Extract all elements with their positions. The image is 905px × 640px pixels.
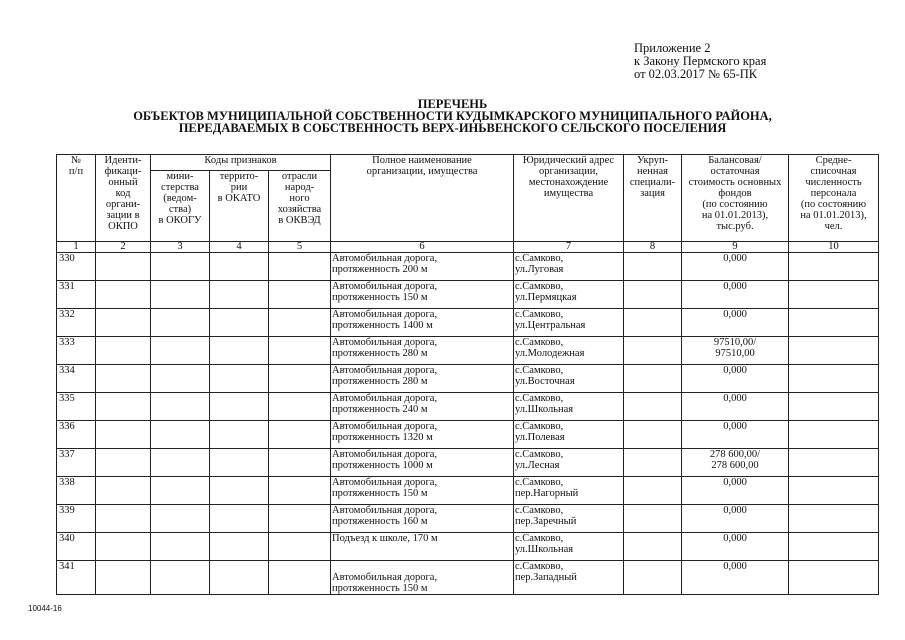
address-cell (514, 393, 624, 421)
table-row (57, 393, 879, 421)
object-name-cell (331, 477, 514, 505)
property-table (56, 154, 879, 595)
empty-cell (624, 309, 682, 337)
empty-cell (96, 533, 151, 561)
column-number: 8 (624, 242, 682, 253)
empty-cell (789, 421, 879, 449)
empty-cell (269, 477, 331, 505)
object-name-cell (331, 393, 514, 421)
address-line: ул.Полевая (515, 432, 565, 443)
title-line: ПЕРЕЧЕНЬ (417, 97, 488, 111)
empty-cell (789, 365, 879, 393)
empty-cell (96, 281, 151, 309)
object-name-line: протяженность 200 м (332, 264, 428, 275)
balance-value-line: 0,000 (723, 281, 747, 292)
address-line: ул.Центральная (515, 320, 586, 331)
table-row (57, 309, 879, 337)
object-name-line: Автомобильная дорога, (332, 572, 438, 583)
empty-cell (210, 421, 269, 449)
empty-cell (151, 477, 210, 505)
object-name-line: протяженность 160 м (332, 516, 428, 527)
empty-cell (624, 505, 682, 533)
object-name-line: протяженность 1320 м (332, 432, 433, 443)
empty-cell (210, 309, 269, 337)
footer-code: 10044-16 (28, 604, 62, 613)
balance-value-line: 0,000 (723, 561, 747, 572)
empty-cell (624, 365, 682, 393)
row-number-cell: 335 (57, 393, 96, 421)
empty-cell (624, 477, 682, 505)
empty-cell (269, 393, 331, 421)
object-name-cell (331, 421, 514, 449)
empty-cell (96, 421, 151, 449)
object-name-cell (331, 533, 514, 561)
object-name-line: Автомобильная дорога, (332, 393, 438, 404)
address-line: пер.Заречный (515, 516, 577, 527)
balance-value-line: 0,000 (723, 365, 747, 376)
row-number-cell: 338 (57, 477, 96, 505)
empty-cell (789, 505, 879, 533)
header-name: Полное наименование организации, имущества (331, 155, 514, 242)
table-row (57, 337, 879, 365)
address-line: ул.Пермяцкая (515, 292, 577, 303)
column-number: 10 (789, 242, 879, 253)
address-line: ул.Школьная (515, 404, 574, 415)
empty-cell (151, 309, 210, 337)
address-cell (514, 253, 624, 281)
empty-cell (269, 561, 331, 595)
balance-value-line: 97510,00/ (713, 337, 757, 348)
empty-cell (210, 393, 269, 421)
balance-value-cell (682, 365, 789, 393)
table-row (57, 281, 879, 309)
appendix-line: от 02.03.2017 № 65-ПК (634, 67, 758, 81)
address-line: ул.Лесная (515, 460, 560, 471)
appendix-reference (634, 42, 766, 81)
object-name-cell (331, 505, 514, 533)
address-line: с.Самково, (515, 449, 564, 460)
address-line: с.Самково, (515, 421, 564, 432)
column-number: 6 (331, 242, 514, 253)
header-address: Юридический адрес организации, местонахождение имущества (514, 155, 624, 242)
empty-cell (151, 533, 210, 561)
row-number-cell: 331 (57, 281, 96, 309)
balance-value-line: 0,000 (723, 253, 747, 264)
empty-cell (151, 449, 210, 477)
empty-cell (789, 253, 879, 281)
empty-cell (96, 253, 151, 281)
empty-cell (151, 337, 210, 365)
address-cell (514, 505, 624, 533)
object-name-line: протяженность 150 м (332, 488, 428, 499)
header-okogu: мини- стерства (ведом- ства) в ОКОГУ (151, 171, 210, 242)
balance-value-cell (682, 561, 789, 595)
empty-cell (151, 505, 210, 533)
empty-cell (789, 449, 879, 477)
table-row (57, 477, 879, 505)
object-name-cell (331, 309, 514, 337)
empty-cell (96, 393, 151, 421)
object-name-line: Автомобильная дорога, (332, 365, 438, 376)
table-row (57, 365, 879, 393)
object-name-line: Автомобильная дорога, (332, 449, 438, 460)
balance-value-cell (682, 449, 789, 477)
address-line: с.Самково, (515, 393, 564, 404)
empty-cell (96, 309, 151, 337)
address-cell (514, 365, 624, 393)
object-name-line: Подъезд к школе, 170 м (332, 533, 438, 544)
balance-value-line: 97510,00 (715, 348, 755, 359)
object-name-line: протяженность 240 м (332, 404, 428, 415)
address-line: ул.Школьная (515, 544, 574, 555)
balance-value-line: 0,000 (723, 421, 747, 432)
object-name-cell (331, 365, 514, 393)
object-name-line: протяженность 1400 м (332, 320, 433, 331)
row-number-cell: 334 (57, 365, 96, 393)
row-number-cell: 339 (57, 505, 96, 533)
balance-value-cell (682, 505, 789, 533)
balance-value-cell (682, 421, 789, 449)
empty-cell (210, 505, 269, 533)
header-okato: террито- рии в ОКАТО (210, 171, 269, 242)
address-cell (514, 561, 624, 595)
balance-value-line: 0,000 (723, 393, 747, 404)
empty-cell (269, 421, 331, 449)
empty-cell (269, 253, 331, 281)
empty-cell (210, 561, 269, 595)
table-row (57, 421, 879, 449)
empty-cell (624, 253, 682, 281)
header-balance: Балансовая/ остаточная стоимость основных фондов (по состоянию на 01.01.2013), тыс.руб. (682, 155, 789, 242)
address-line: с.Самково, (515, 337, 564, 348)
empty-cell (151, 281, 210, 309)
object-name-line: протяженность 1000 м (332, 460, 433, 471)
appendix-line: к Закону Пермского края (634, 54, 767, 68)
empty-cell (210, 365, 269, 393)
object-name-line: протяженность 280 м (332, 376, 428, 387)
object-name-line: Автомобильная дорога, (332, 505, 438, 516)
empty-cell (96, 477, 151, 505)
empty-cell (210, 337, 269, 365)
row-number-cell: 336 (57, 421, 96, 449)
object-name-line: Автомобильная дорога, (332, 253, 438, 264)
balance-value-line: 0,000 (723, 477, 747, 488)
address-cell (514, 477, 624, 505)
empty-cell (210, 533, 269, 561)
empty-cell (269, 533, 331, 561)
address-line: с.Самково, (515, 365, 564, 376)
address-line: с.Самково, (515, 281, 564, 292)
empty-cell (789, 533, 879, 561)
balance-value-line: 0,000 (723, 505, 747, 516)
row-number-cell: 333 (57, 337, 96, 365)
balance-value-cell (682, 281, 789, 309)
table-row (57, 561, 879, 595)
object-name-line: Автомобильная дорога, (332, 421, 438, 432)
empty-cell (269, 449, 331, 477)
empty-cell (96, 505, 151, 533)
empty-cell (96, 449, 151, 477)
empty-cell (789, 393, 879, 421)
empty-cell (624, 281, 682, 309)
object-name-cell (331, 337, 514, 365)
empty-cell (210, 449, 269, 477)
empty-cell (624, 393, 682, 421)
address-cell (514, 449, 624, 477)
address-cell (514, 533, 624, 561)
empty-cell (789, 477, 879, 505)
empty-cell (789, 337, 879, 365)
object-name-cell (331, 561, 514, 595)
table-row (57, 253, 879, 281)
address-cell (514, 281, 624, 309)
header-staff: Средне- списочная численность персонала (по состоянию на 01.01.2013), чел. (789, 155, 879, 242)
address-cell (514, 309, 624, 337)
empty-cell (269, 337, 331, 365)
header-specialization: Укруп- ненная специали- зация (624, 155, 682, 242)
object-name-line: протяженность 150 м (332, 583, 428, 594)
empty-cell (269, 281, 331, 309)
header-codes-group: Коды признаков (151, 155, 331, 171)
empty-cell (624, 337, 682, 365)
header-num: № п/п (57, 155, 96, 242)
object-name-line: Автомобильная дорога, (332, 337, 438, 348)
balance-value-cell (682, 309, 789, 337)
address-line: с.Самково, (515, 477, 564, 488)
empty-cell (96, 337, 151, 365)
title-line: ОБЪЕКТОВ МУНИЦИПАЛЬНОЙ СОБСТВЕННОСТИ КУДЫМКАРСКОГО МУНИЦИПАЛЬНОГО РАЙОНА, (133, 109, 772, 123)
empty-cell (269, 365, 331, 393)
empty-cell (210, 477, 269, 505)
empty-cell (789, 281, 879, 309)
empty-cell (96, 561, 151, 595)
header-okpo: Иденти- фикаци- онный код органи- зации в ОКПО (96, 155, 151, 242)
column-number: 5 (269, 242, 331, 253)
object-name-line: Автомобильная дорога, (332, 281, 438, 292)
balance-value-cell (682, 253, 789, 281)
address-line: с.Самково, (515, 309, 564, 320)
column-number: 4 (210, 242, 269, 253)
title-line: ПЕРЕДАВАЕМЫХ В СОБСТВЕННОСТЬ ВЕРХ-ИНЬВЕНСКОГО СЕЛЬСКОГО ПОСЕЛЕНИЯ (178, 121, 727, 135)
balance-value-cell (682, 477, 789, 505)
appendix-line: Приложение 2 (634, 41, 711, 55)
object-name-cell (331, 449, 514, 477)
table-row (57, 505, 879, 533)
table-row (57, 449, 879, 477)
empty-cell (151, 365, 210, 393)
address-line: ул.Луговая (515, 264, 564, 275)
balance-value-line: 278 600,00 (711, 460, 759, 471)
object-name-line: Автомобильная дорога, (332, 477, 438, 488)
row-number-cell: 332 (57, 309, 96, 337)
column-number: 1 (57, 242, 96, 253)
empty-cell (789, 561, 879, 595)
empty-cell (210, 253, 269, 281)
column-number: 2 (96, 242, 151, 253)
document-title (0, 98, 905, 134)
balance-value-cell (682, 533, 789, 561)
empty-cell (269, 309, 331, 337)
empty-cell (624, 561, 682, 595)
address-line: ул.Молодежная (515, 348, 585, 359)
row-number-cell: 337 (57, 449, 96, 477)
column-number: 7 (514, 242, 624, 253)
object-name-line: Автомобильная дорога, (332, 309, 438, 320)
column-number: 3 (151, 242, 210, 253)
address-line: пер.Западный (515, 572, 577, 583)
column-number: 9 (682, 242, 789, 253)
column-number-row (57, 242, 879, 253)
object-name-cell (331, 281, 514, 309)
address-line: с.Самково, (515, 253, 564, 264)
balance-value-line: 0,000 (723, 533, 747, 544)
address-line: пер.Нагорный (515, 488, 579, 499)
balance-value-line: 278 600,00/ (709, 449, 761, 460)
address-cell (514, 337, 624, 365)
balance-value-cell (682, 393, 789, 421)
object-name-cell (331, 253, 514, 281)
balance-value-line: 0,000 (723, 309, 747, 320)
address-cell (514, 421, 624, 449)
address-line: ул.Восточная (515, 376, 575, 387)
address-line: с.Самково, (515, 533, 564, 544)
object-name-line: протяженность 280 м (332, 348, 428, 359)
row-number-cell: 340 (57, 533, 96, 561)
balance-value-cell (682, 337, 789, 365)
empty-cell (151, 561, 210, 595)
empty-cell (624, 449, 682, 477)
empty-cell (269, 505, 331, 533)
object-name-line: протяженность 150 м (332, 292, 428, 303)
header-okved: отрасли народ- ного хозяйства в ОКВЭД (269, 171, 331, 242)
empty-cell (789, 309, 879, 337)
table-row (57, 533, 879, 561)
empty-cell (151, 393, 210, 421)
table-body (57, 242, 879, 595)
row-number-cell: 330 (57, 253, 96, 281)
empty-cell (624, 533, 682, 561)
row-number-cell: 341 (57, 561, 96, 595)
empty-cell (210, 281, 269, 309)
address-line: с.Самково, (515, 561, 564, 572)
empty-cell (624, 421, 682, 449)
address-line: с.Самково, (515, 505, 564, 516)
empty-cell (151, 253, 210, 281)
empty-cell (96, 365, 151, 393)
empty-cell (151, 421, 210, 449)
